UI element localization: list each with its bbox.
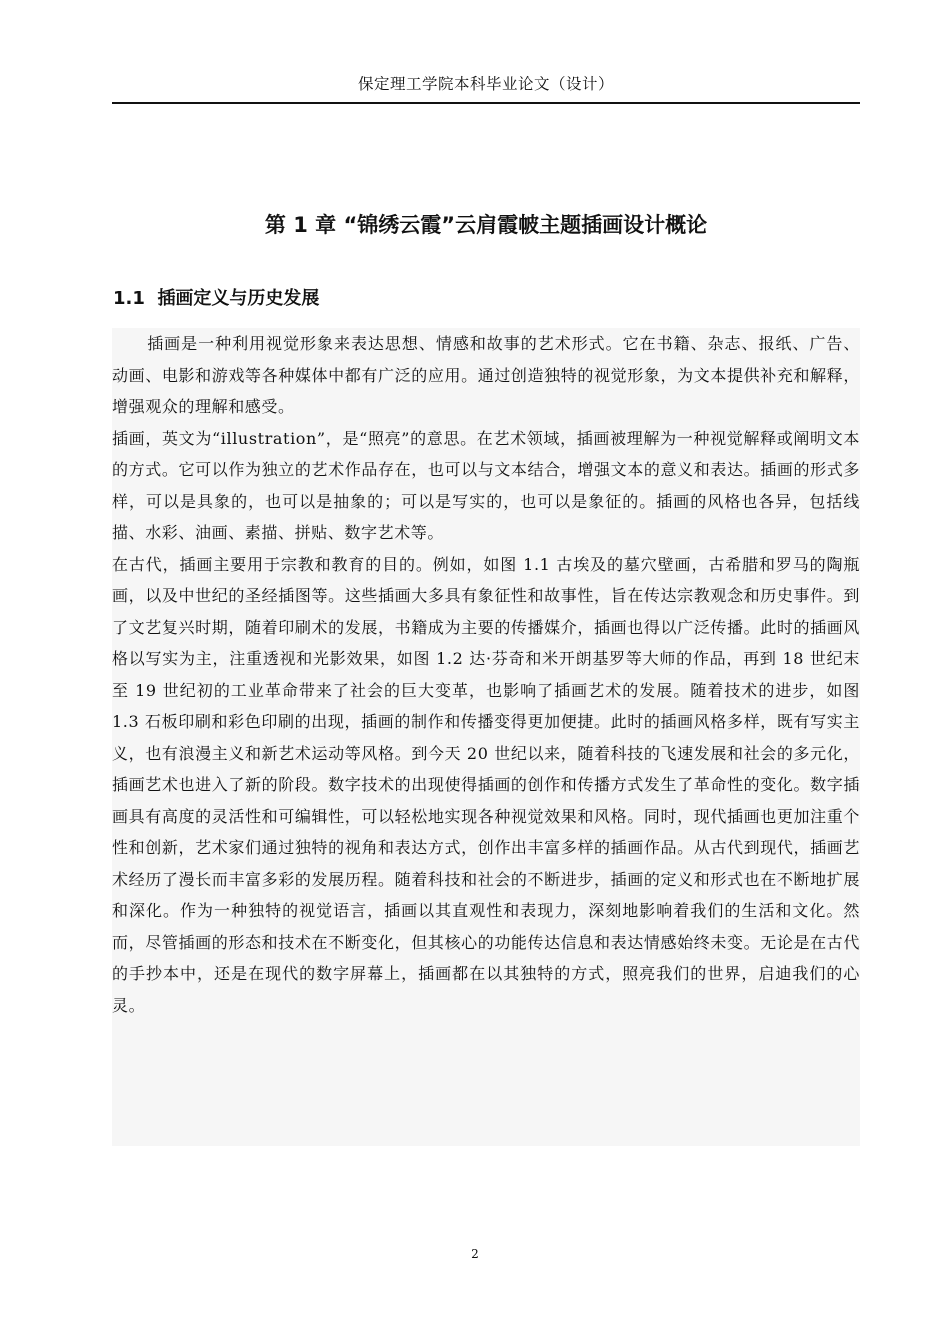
header-text: 保定理工学院本科毕业论文（设计） <box>357 75 614 93</box>
paragraph-history: 在古代，插画主要用于宗教和教育的目的。例如，如图 1.1 古埃及的墓穴壁画，古希腊和罗马的陶瓶画，以及中世纪的圣经插图等。这些插画大多具有象征性和故事性，旨在传达宗教观念和历史事件。到了文艺复兴时期，随着印刷术的发展，书籍成为主要的传播媒介，插画也得以广泛传播。此时的插画风格以写实为主，注重透视和光影效果，如图 1.2 达·芬奇和米开朗基罗等大师的作品，再到 18 世纪末至 19 世纪初的工业革命带来了社会的巨大变革，也影响了插画艺术的发展。随着技术的进步，如图 1.3 石板印刷和彩色印刷的出现，插画的制作和传播变得更加便捷。此时的插画风格多样，既有写实主义，也有浪漫主义和新艺术运动等风格。到今天 20 世纪以来，随着科技的飞速发展和社会的多元化，插画艺术也进入了新的阶段。数字技术的出现使得插画的创作和传播方式发生了革命性的变化。数字插画具有高度的灵活性和可编辑性，可以轻松地实现各种视觉效果和风格。同时，现代插画也更加注重个性和创新，艺术家们通过独特的视角和表达方式，创作出丰富多样的插画作品。从古代到现代，插画艺术经历了漫长而丰富多彩的发展历程。随着科技和社会的不断进步，插画的定义和形式也在不断地扩展和深化。作为一种独特的视觉语言，插画以其直观性和表现力，深刻地影响着我们的生活和文化。然而，尽管插画的形态和技术在不断变化，但其核心的功能传达信息和表达情感始终未变。无论是在古代的手抄本中，还是在现代的数字屏幕上，插画都在以其独特的方式，照亮我们的世界，启迪我们的心灵。 <box>112 554 860 1015</box>
paragraph-intro: 插画是一种利用视觉形象来表达思想、情感和故事的艺术形式。它在书籍、杂志、报纸、广告、动画、电影和游戏等各种媒体中都有广泛的应用。通过创造独特的视觉形象，为文本提供补充和解释，增强观众的理解和感受。 <box>112 334 860 416</box>
section-title <box>113 284 319 314</box>
chapter-title: 第 1 章 “锦绣云霞”云肩霞帔主题插画设计概论 <box>264 213 708 237</box>
section-title-text: 插画定义与历史发展 <box>157 288 320 309</box>
section-number: 1.1 <box>113 288 145 309</box>
body-text-block <box>112 328 860 1146</box>
page-header <box>112 70 860 104</box>
paragraph-definition: 插画，英文为“illustration”，是“照亮”的意思。在艺术领域，插画被理解为一种视觉解释或阐明文本的方式。它可以作为独立的艺术作品存在，也可以与文本结合，增强文本的意义和表达。插画的形式多样，可以是具象的，也可以是抽象的；可以是写实的，也可以是象征的。插画的风格也各异，包括线描、水彩、油画、素描、拼贴、数字艺术等。 <box>112 428 860 542</box>
page-number: 2 <box>471 1247 479 1261</box>
